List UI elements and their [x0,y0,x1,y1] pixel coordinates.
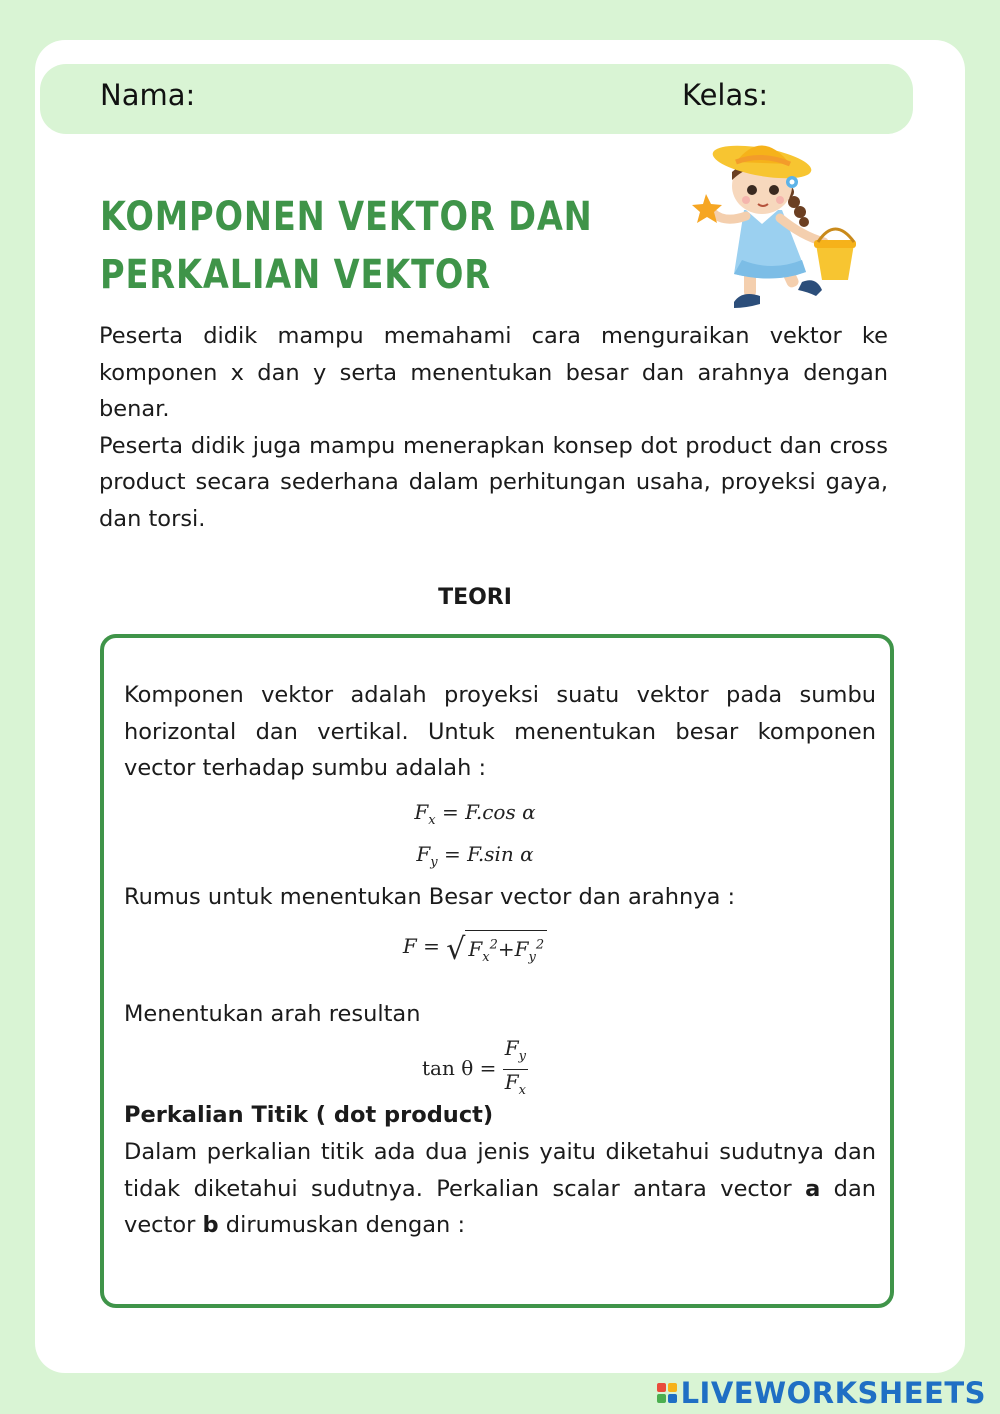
theory-paragraph-2: Rumus untuk menentukan Besar vector dan arahnya : [124,884,736,910]
title-line-2: PERKALIAN VEKTOR [100,252,492,298]
objective-paragraph-2: Peserta didik juga mampu menerapkan konsep dot product dan cross product secara sederhana dalam perhitungan usaha, proyeksi gaya, dan torsi. [99,432,888,532]
theory-paragraph-3: Menentukan arah resultan [124,1001,421,1027]
theory-heading: TEORI [438,585,512,610]
title-line-1: KOMPONEN VEKTOR DAN [100,194,593,240]
dot-product-heading: Perkalian Titik ( dot product) [124,1102,494,1128]
name-label: Nama: [100,78,196,112]
liveworksheets-logo[interactable] [657,1376,986,1410]
formula-magnitude: F = √ $F_x^2+F_y^2$ [0,930,950,965]
objective-paragraph-1: Peserta didik mampu memahami cara menguraikan vektor ke komponen x dan y serta menentukan besar dan arahnya dengan benar. [99,323,888,422]
girl-illustration [684,132,866,314]
formula-direction: tan θ = $\frac{F_y}{F_x}$ [422,1036,526,1098]
brand-text: LIVEWORKSHEETS [680,1376,986,1410]
class-label: Kelas: [682,78,769,112]
formula-fx: $F_x = F.\cos$ α [414,800,536,828]
formula-fy: $F_y = F.\sin$ α [416,842,534,870]
learning-objectives [99,318,888,537]
brand-grid-icon [657,1383,677,1403]
theory-paragraph-1: Komponen vektor adalah proyeksi suatu vektor pada sumbu horizontal dan vertikal. Untuk menentukan besar komponen vector terhadap sumbu adalah : [124,682,876,781]
theory-paragraph-4: Dalam perkalian titik ada dua jenis yaitu diketahui sudutnya dan tidak diketahui sudutnya. Perkalian scalar antara vector a dan vector b dirumuskan dengan : [124,1139,877,1238]
page-title [100,188,593,304]
